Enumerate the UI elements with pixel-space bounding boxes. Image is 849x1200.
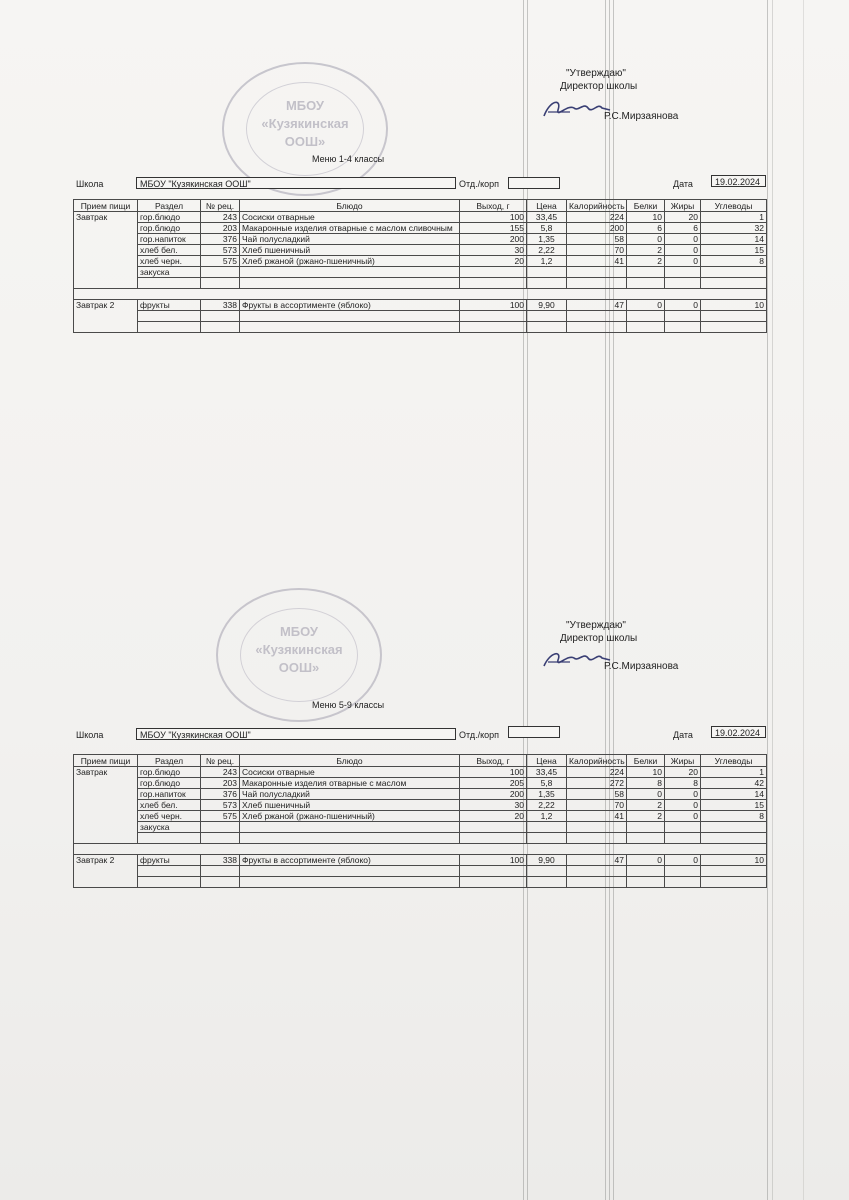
- dept-field: [508, 726, 560, 738]
- meal-cell: Завтрак: [74, 767, 138, 844]
- table-header-row: [74, 200, 767, 212]
- menu-section-grades-5-9: [0, 546, 849, 1146]
- table-row: [74, 322, 767, 333]
- table-row: [74, 311, 767, 322]
- table-row: хлеб бел. 573 Хлеб пшеничный 30 2,22 70 2 0 15: [74, 245, 767, 256]
- school-label: Школа: [76, 730, 104, 740]
- date-label: Дата: [673, 730, 693, 740]
- column-header: Углеводы: [701, 200, 767, 212]
- column-header: № рец.: [201, 755, 240, 767]
- table-row: гор.напиток 376 Чай полусладкий 200 1,35 58 0 0 14: [74, 234, 767, 245]
- director-name: Р.С.Мирзаянова: [604, 661, 679, 672]
- approval-block: "Утверждаю" Директор школы: [560, 68, 638, 92]
- meal-cell: Завтрак 2: [74, 300, 138, 333]
- meal-cell: Завтрак: [74, 212, 138, 289]
- table-spacer-row: [74, 289, 767, 300]
- date-field: 19.02.2024: [711, 175, 766, 187]
- column-header: Раздел: [138, 755, 201, 767]
- column-header: Белки: [627, 200, 665, 212]
- table-row: хлеб черн. 575 Хлеб ржаной (ржано-пшеничный) 20 1,2 41 2 0 8: [74, 256, 767, 267]
- menu-title: Меню 5-9 классы: [312, 700, 385, 710]
- column-header: Цена: [527, 200, 567, 212]
- table-row: хлеб черн. 575 Хлеб ржаной (ржано-пшеничный) 20 1,2 41 2 0 8: [74, 811, 767, 822]
- dept-label: Отд./корп: [459, 730, 499, 740]
- school-field: МБОУ "Кузякинская ООШ": [136, 728, 456, 740]
- column-header: Блюдо: [240, 200, 460, 212]
- menu-table: [73, 199, 767, 333]
- column-header: Калорийность: [567, 200, 627, 212]
- date-label: Дата: [673, 179, 693, 189]
- table-row: закуска: [74, 822, 767, 833]
- column-header: Прием пищи: [74, 755, 138, 767]
- column-header: № рец.: [201, 200, 240, 212]
- table-row: гор.блюдо 203 Макаронные изделия отварные с маслом 205 5,8 272 8 8 42: [74, 778, 767, 789]
- approval-block: "Утверждаю" Директор школы: [560, 620, 638, 644]
- director-name: Р.С.Мирзаянова: [604, 111, 679, 122]
- school-seal: МБОУ «Кузякинская ООШ»: [222, 62, 388, 196]
- column-header: Цена: [527, 755, 567, 767]
- table-row: гор.блюдо 203 Макаронные изделия отварные с маслом сливочным 155 5,8 200 6 6 32: [74, 223, 767, 234]
- column-header: Раздел: [138, 200, 201, 212]
- menu-table: [73, 754, 767, 888]
- table-row: Завтрак гор.блюдо 243 Сосиски отварные 100 33,45 224 10 20 1: [74, 767, 767, 778]
- table-row: закуска: [74, 267, 767, 278]
- column-header: Жиры: [665, 755, 701, 767]
- table-row: [74, 278, 767, 289]
- date-field: 19.02.2024: [711, 726, 766, 738]
- school-label: Школа: [76, 179, 104, 189]
- table-row: хлеб бел. 573 Хлеб пшеничный 30 2,22 70 2 0 15: [74, 800, 767, 811]
- column-header: Калорийность: [567, 755, 627, 767]
- dept-field: [508, 177, 560, 189]
- column-header: Выход, г: [460, 755, 527, 767]
- table-row: гор.напиток 376 Чай полусладкий 200 1,35 58 0 0 14: [74, 789, 767, 800]
- school-seal: МБОУ «Кузякинская ООШ»: [216, 588, 382, 722]
- table-row: Завтрак гор.блюдо 243 Сосиски отварные 100 33,45 224 10 20 1: [74, 212, 767, 223]
- table-header-row: [74, 755, 767, 767]
- table-row: Завтрак 2 фрукты 338 Фрукты в ассортименте (яблоко) 100 9,90 47 0 0 10: [74, 300, 767, 311]
- menu-title: Меню 1-4 классы: [312, 154, 385, 164]
- table-row: [74, 877, 767, 888]
- table-row: Завтрак 2 фрукты 338 Фрукты в ассортименте (яблоко) 100 9,90 47 0 0 10: [74, 855, 767, 866]
- school-field: МБОУ "Кузякинская ООШ": [136, 177, 456, 189]
- column-header: Жиры: [665, 200, 701, 212]
- table-row: [74, 866, 767, 877]
- column-header: Прием пищи: [74, 200, 138, 212]
- dept-label: Отд./корп: [459, 179, 499, 189]
- table-spacer-row: [74, 844, 767, 855]
- table-row: [74, 833, 767, 844]
- column-header: Выход, г: [460, 200, 527, 212]
- column-header: Блюдо: [240, 755, 460, 767]
- column-header: Белки: [627, 755, 665, 767]
- column-header: Углеводы: [701, 755, 767, 767]
- meal-cell: Завтрак 2: [74, 855, 138, 888]
